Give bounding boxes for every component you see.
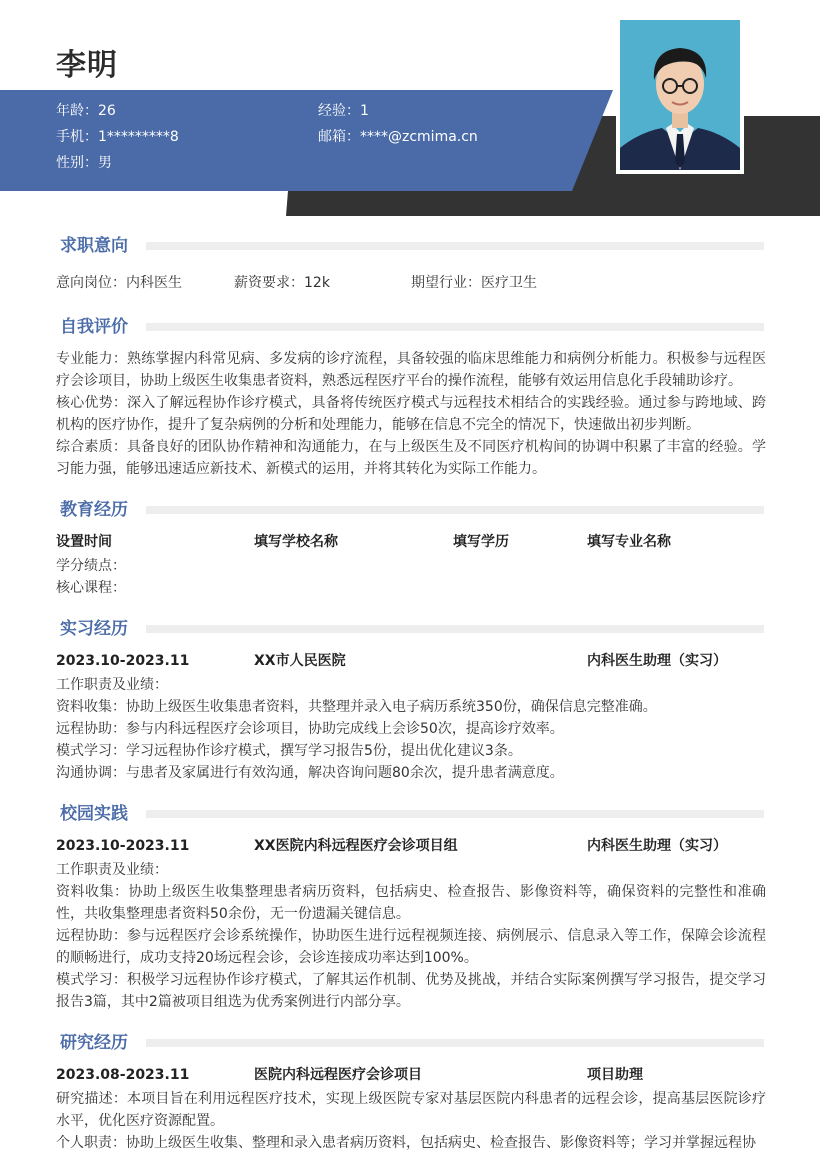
section-bar bbox=[146, 1039, 764, 1047]
section-internship bbox=[56, 617, 764, 641]
section-campus bbox=[56, 802, 764, 826]
intent-salary: 薪资要求：12k bbox=[234, 275, 330, 291]
research-role: 项目助理 bbox=[587, 1067, 643, 1083]
section-research bbox=[56, 1031, 764, 1055]
campus-role: 内科医生助理（实习） bbox=[587, 838, 727, 854]
internship-duty: 资料收集：协助上级医生收集患者资料，共整理并录入电子病历系统350份，确保信息完整准确。 bbox=[56, 699, 657, 715]
section-title-campus: 校园实践 bbox=[60, 804, 128, 824]
self-eval-strength: 核心优势：深入了解远程协作诊疗模式，具备将传统医疗模式与远程技术相结合的实践经验。通过参与跨地域、跨机构的医疗协作，提升了复杂病例的分析和处理能力，能够在信息不完全的情况下，快速做出初步判断。 bbox=[56, 395, 766, 433]
avatar-portrait bbox=[620, 20, 740, 170]
intent-position: 意向岗位：内科医生 bbox=[56, 275, 182, 291]
campus-duties-label: 工作职责及业绩： bbox=[56, 862, 168, 878]
campus-duty-collect: 资料收集：协助上级医生收集整理患者病历资料，包括病史、检查报告、影像资料等，确保资料的完整性和准确性，共收集整理患者资料50余份，无一份遗漏关键信息。 bbox=[56, 884, 766, 922]
campus-duty-learning: 模式学习：积极学习远程协作诊疗模式，了解其运作机制、优势及挑战，并结合实际案例撰写学习报告，提交学习报告3篇，其中2篇被项目组选为优秀案例进行内部分享。 bbox=[56, 972, 766, 1010]
campus-org: XX医院内科远程医疗会诊项目组 bbox=[254, 838, 458, 854]
education-time: 设置时间 bbox=[56, 534, 112, 550]
research-responsibility: 个人职责：协助上级医生收集、整理和录入患者病历资料，包括病史、检查报告、影像资料等；学习并掌握远程协 bbox=[56, 1135, 756, 1151]
section-title-research: 研究经历 bbox=[60, 1033, 128, 1053]
section-bar bbox=[146, 323, 764, 331]
info-phone: 手机：1*********8 bbox=[56, 129, 179, 145]
internship-duty: 模式学习：学习远程协作诊疗模式，撰写学习报告5份，提出优化建议3条。 bbox=[56, 743, 522, 759]
internship-duty: 远程协助：参与内科远程医疗会诊项目，协助完成线上会诊50次，提高诊疗效率。 bbox=[56, 721, 564, 737]
section-title-internship: 实习经历 bbox=[60, 619, 128, 639]
section-title-self-eval: 自我评价 bbox=[60, 317, 128, 337]
candidate-name: 李明 bbox=[56, 48, 118, 83]
internship-org: XX市人民医院 bbox=[254, 653, 346, 669]
section-title-intent: 求职意向 bbox=[60, 236, 128, 256]
intent-industry: 期望行业：医疗卫生 bbox=[411, 275, 537, 291]
education-school: 填写学校名称 bbox=[254, 534, 338, 550]
campus-duty-remote: 远程协助：参与远程医疗会诊系统操作，协助医生进行远程视频连接、病例展示、信息录入等工作，保障会诊流程的顺畅进行，成功支持20场远程会诊，会诊连接成功率达到100%。 bbox=[56, 928, 766, 966]
education-courses: 核心课程： bbox=[56, 580, 126, 596]
research-project: 医院内科远程医疗会诊项目 bbox=[254, 1067, 422, 1083]
internship-duties-label: 工作职责及业绩： bbox=[56, 677, 168, 693]
campus-date: 2023.10-2023.11 bbox=[56, 838, 190, 854]
education-degree: 填写学历 bbox=[453, 534, 509, 550]
research-date: 2023.08-2023.11 bbox=[56, 1067, 190, 1083]
section-bar bbox=[146, 506, 764, 514]
section-bar bbox=[146, 625, 764, 633]
section-self-eval bbox=[56, 315, 764, 339]
research-description: 研究描述：本项目旨在利用远程医疗技术，实现上级医院专家对基层医院内科患者的远程会诊，提高基层医院诊疗水平，优化医疗资源配置。 bbox=[56, 1091, 766, 1129]
internship-date: 2023.10-2023.11 bbox=[56, 653, 190, 669]
profile-photo bbox=[616, 16, 744, 174]
internship-role: 内科医生助理（实习） bbox=[587, 653, 727, 669]
self-eval-quality: 综合素质：具备良好的团队协作精神和沟通能力，在与上级医生及不同医疗机构间的协调中积累了丰富的经验。学习能力强，能够迅速适应新技术、新模式的运用，并将其转化为实际工作能力。 bbox=[56, 439, 766, 477]
section-bar bbox=[146, 810, 764, 818]
section-education bbox=[56, 498, 764, 522]
info-email: 邮箱：****@zcmima.cn bbox=[318, 129, 478, 145]
info-age: 年龄：26 bbox=[56, 103, 116, 119]
education-major: 填写专业名称 bbox=[587, 534, 671, 550]
info-gender: 性别：男 bbox=[56, 155, 112, 171]
section-bar bbox=[146, 242, 764, 250]
internship-duty: 沟通协调：与患者及家属进行有效沟通，解决咨询问题80余次，提升患者满意度。 bbox=[56, 765, 564, 781]
self-eval-professional: 专业能力：熟练掌握内科常见病、多发病的诊疗流程，具备较强的临床思维能力和病例分析能力。积极参与远程医疗会诊项目，协助上级医生收集患者资料，熟悉远程医疗平台的操作流程，能够有效运用信息化手段辅助诊疗。 bbox=[56, 351, 766, 389]
section-title-education: 教育经历 bbox=[60, 500, 128, 520]
section-intent bbox=[56, 234, 764, 258]
education-gpa: 学分绩点： bbox=[56, 558, 126, 574]
info-experience: 经验：1 bbox=[318, 103, 369, 119]
